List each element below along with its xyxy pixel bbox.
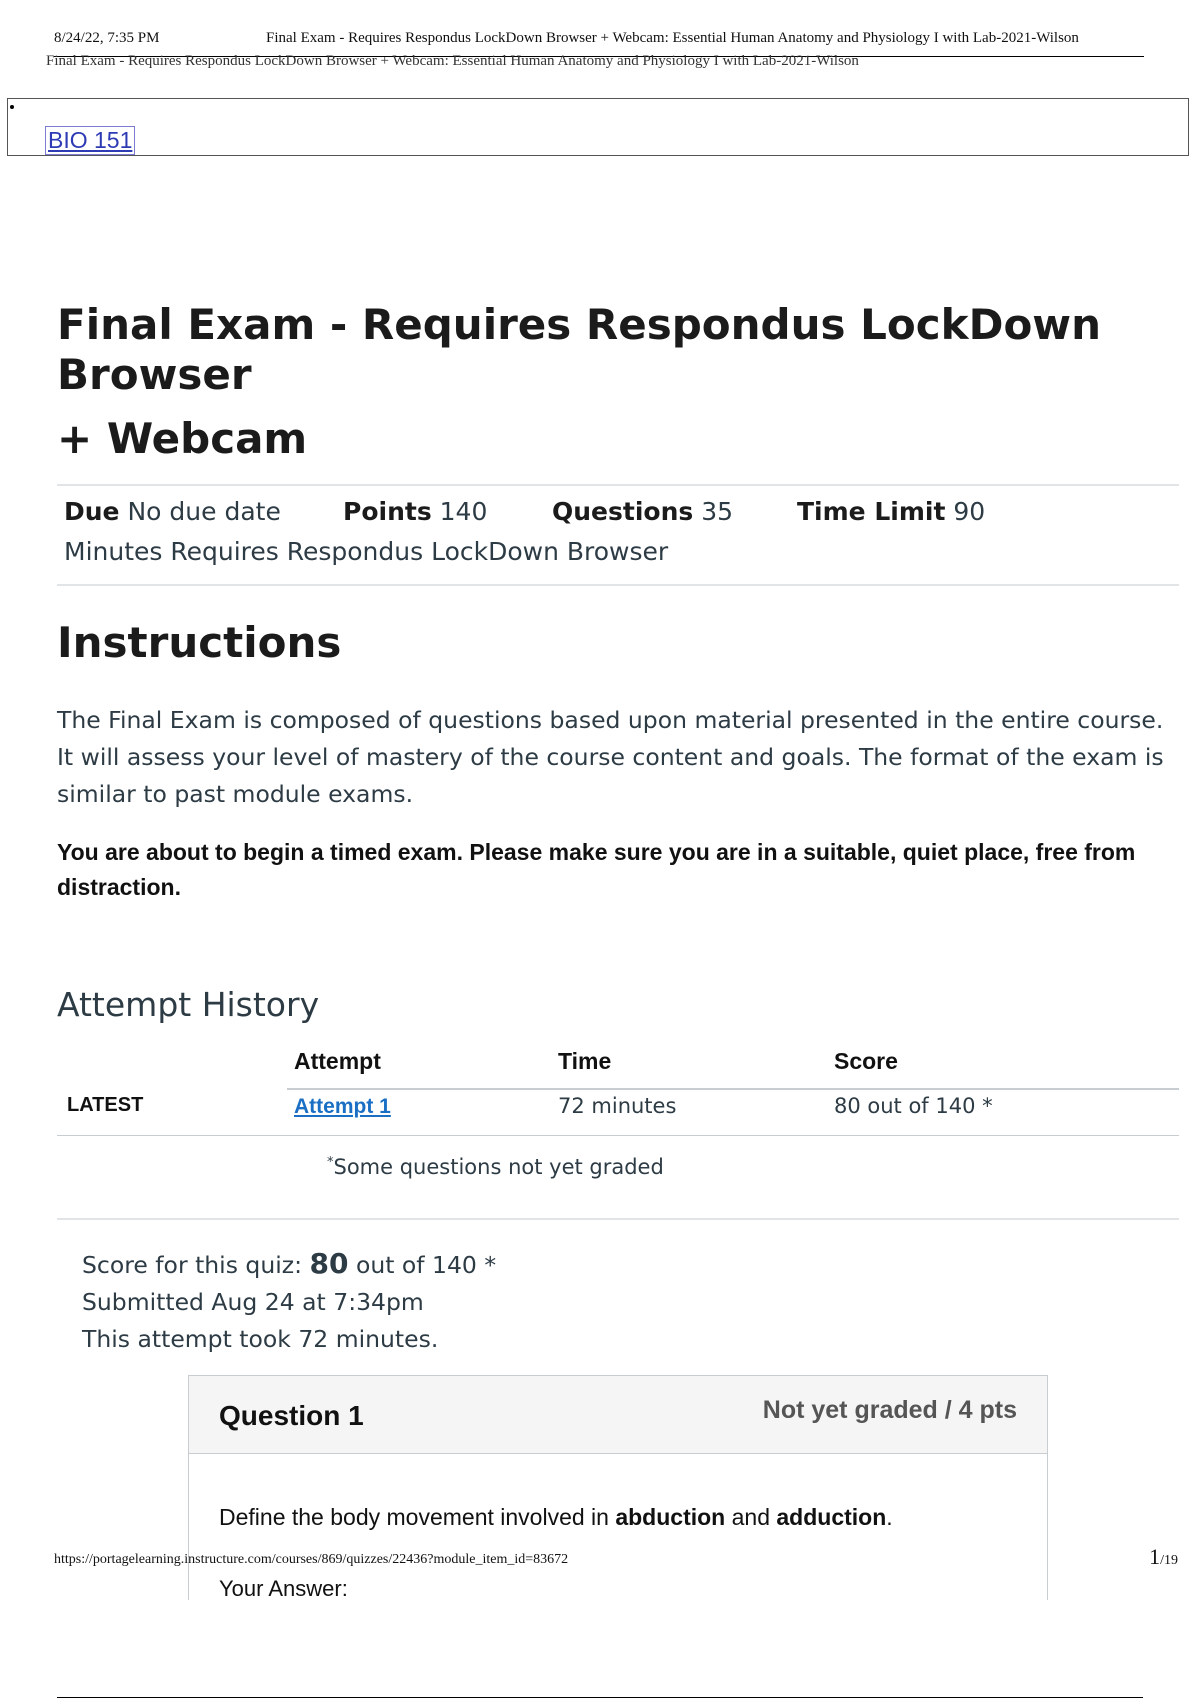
question-text-part: .: [886, 1504, 893, 1530]
duration-line: This attempt took 72 minutes.: [82, 1325, 439, 1353]
score-line: [82, 1245, 496, 1284]
divider: [57, 1218, 1179, 1220]
score-prefix: Score for this quiz:: [82, 1251, 303, 1279]
question-term-adduction: adduction: [776, 1504, 887, 1530]
questions-value: 35: [701, 497, 734, 526]
questions-label: Questions: [552, 497, 694, 526]
time-limit-label: Time Limit: [797, 497, 946, 526]
course-breadcrumb-box: [7, 98, 1189, 156]
print-subtitle: Final Exam - Requires Respondus LockDown Browser + Webcam: Essential Human Anatomy and Physiology I with Lab-2021-Wilson: [46, 53, 859, 69]
points-label: Points: [343, 497, 432, 526]
due-detail: [64, 492, 281, 532]
attempt-time: 72 minutes: [558, 1094, 677, 1118]
note-text: Some questions not yet graded: [333, 1155, 664, 1179]
time-limit-continued: Minutes Requires Respondus LockDown Browser: [64, 537, 669, 566]
page-total: /19: [1160, 1553, 1178, 1568]
instructions-heading: Instructions: [57, 618, 342, 667]
due-label: Due: [64, 497, 120, 526]
question-term-abduction: abduction: [615, 1504, 726, 1530]
page-title-line1: Final Exam - Requires Respondus LockDown Browser: [57, 300, 1102, 399]
answer-label: Your Answer:: [219, 1576, 348, 1601]
score-suffix: out of 140 *: [355, 1251, 497, 1279]
divider: [57, 584, 1179, 586]
time-limit-detail: [797, 492, 985, 532]
page-title-line2: + Webcam: [57, 414, 308, 463]
page-current: 1: [1149, 1544, 1161, 1569]
question-text: [219, 1504, 893, 1531]
print-footer-url: https://portagelearning.instructure.com/courses/869/quizzes/22436?module_item_id=83672: [54, 1552, 569, 1567]
bullet-icon: [10, 105, 14, 109]
points-detail: [343, 492, 487, 532]
submitted-line: Submitted Aug 24 at 7:34pm: [82, 1288, 424, 1316]
attempt-score: 80 out of 140 *: [834, 1094, 993, 1118]
score-summary: [82, 1245, 496, 1358]
instructions-text: The Final Exam is composed of questions based upon material presented in the entire course. It will assess your level of mastery of the course content and goals. The format of the exam is similar to past module exams.: [57, 706, 1164, 808]
page-title: [57, 300, 1157, 464]
question-text-part: and: [725, 1504, 777, 1530]
attempt-1-link[interactable]: Attempt 1: [294, 1095, 391, 1118]
course-link[interactable]: BIO 151: [45, 126, 135, 155]
column-header-attempt: Attempt: [294, 1048, 381, 1074]
note-star: *: [327, 1155, 334, 1170]
table-row-rule: [57, 1135, 1179, 1136]
page-number: [1149, 1544, 1178, 1570]
time-limit-value: 90: [953, 497, 986, 526]
due-value: No due date: [127, 497, 281, 526]
divider: [57, 484, 1179, 486]
questions-detail: [552, 492, 733, 532]
latest-tag: LATEST: [67, 1094, 144, 1116]
question-title: Question 1: [219, 1400, 364, 1431]
question-header: [189, 1376, 1047, 1454]
question-text-part: Define the body movement involved in: [219, 1504, 616, 1530]
table-header-rule: [287, 1088, 1179, 1090]
column-header-score: Score: [834, 1048, 898, 1074]
timed-exam-notice: You are about to begin a timed exam. Please make sure you are in a suitable, quiet place, free from distraction.: [57, 839, 1136, 900]
print-title: Final Exam - Requires Respondus LockDown Browser + Webcam: Essential Human Anatomy and Physiology I with Lab-2021-Wilson: [266, 30, 1079, 46]
print-datetime: 8/24/22, 7:35 PM: [54, 30, 160, 46]
score-value: 80: [309, 1247, 349, 1280]
page-bottom-rule: [57, 1697, 1143, 1698]
attempt-history-heading: Attempt History: [57, 985, 320, 1024]
points-value: 140: [439, 497, 488, 526]
question-points: Not yet graded / 4 pts: [762, 1396, 1017, 1424]
ungraded-note: [327, 1155, 664, 1179]
column-header-time: Time: [558, 1048, 612, 1074]
table-row: [294, 1094, 391, 1119]
